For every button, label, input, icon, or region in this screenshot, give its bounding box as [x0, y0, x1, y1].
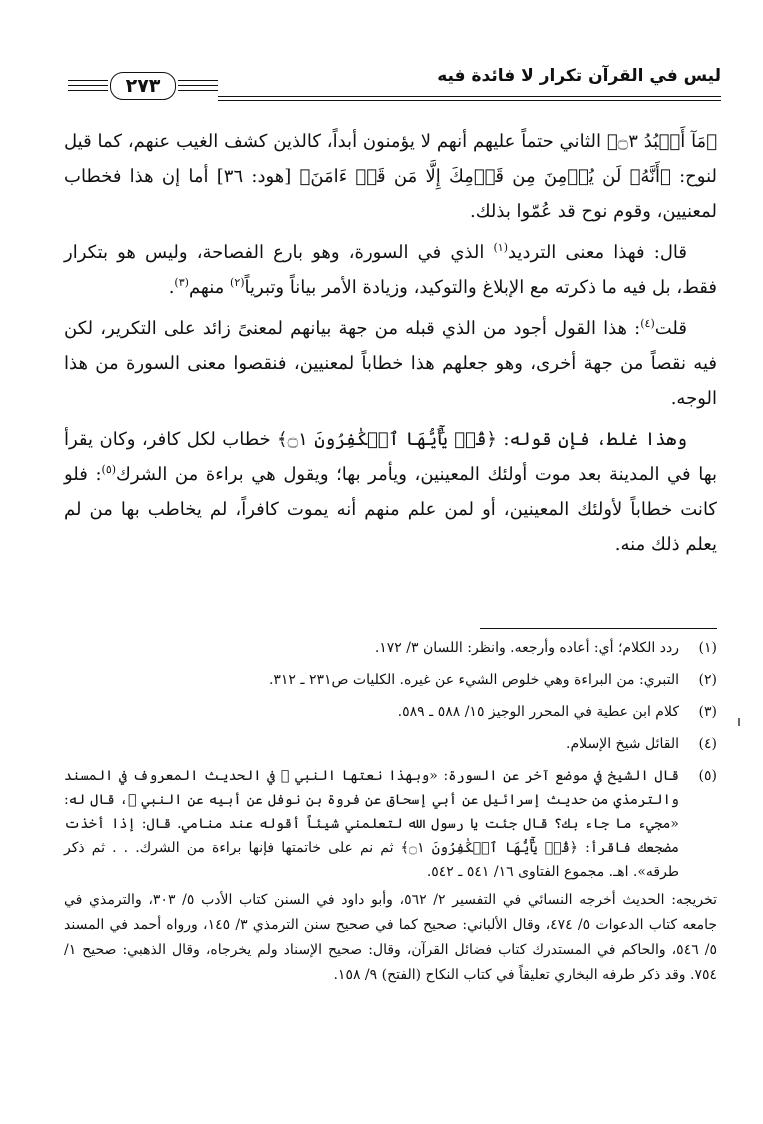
footnote: [64, 700, 717, 724]
page-number: ٢٧٣: [110, 72, 176, 100]
footnote: [64, 732, 717, 756]
paragraph-2-text-c: منهم: [188, 277, 231, 298]
paragraph-3-text-a: قلت: [654, 318, 687, 339]
footnote-ref: (٣): [174, 276, 189, 289]
paragraph-4-text-b: : فلو كانت خطاباً لأولئك المعينين، أو لمن علم منهم أنه يموت كافراً، لم يخاطب بها من لم يعلم ذلك منه.: [64, 464, 717, 555]
footnote-ref: (٢): [230, 276, 245, 289]
footnote: [64, 764, 717, 884]
footnote-separator: [480, 628, 717, 629]
paragraph-2-text-a: قال: فهذا معنى الترديد: [507, 242, 687, 263]
footnote-number: (١): [698, 640, 717, 656]
paragraph-1: [64, 124, 717, 229]
paragraph-2-text-d: .: [168, 277, 175, 298]
footnote-ref: (٥): [101, 463, 117, 476]
footnote: [64, 668, 717, 692]
main-text: [64, 124, 717, 568]
paragraph-1-text: ﴿مَآ أَعۡبُدُ ۝٣﴾ الثاني حتماً عليهم أنهم لا يؤمنون أبداً، كالذين كشف الغيب عنهم، كما قيل لنوح: ﴿أَنَّهُۥ لَن يُؤۡمِنَ مِن قَوۡمِكَ إِلَّا مَن قَدۡ ءَامَنَ﴾ [هود: ٣٦] أما إن هذا فخطاب لمعنيين، وقوم نوح قد عُمّوا بذلك.: [64, 131, 717, 222]
footnote-ref: (١): [493, 241, 508, 254]
footnote-ref: (٤): [640, 317, 655, 330]
paragraph-4-text-a: وهذا غلط، فإن قوله: ﴿قُلۡ يَٰٓأَيُّهَا ٱلۡكَٰفِرُونَ ۝١﴾ خطاب لكل كافر، وكان يقرأ بها في المدينة بعد موت أولئك المعينين، ويأمر بها؛ ويقول هي براءة من الشرك: [64, 429, 718, 485]
footnote-number: (٥): [698, 768, 717, 784]
ornament-lines-left: [68, 80, 108, 95]
footnote-text: قال الشيخ في موضع آخر عن السورة: «وبهذا نعتها النبي ﷺ في الحديث المعروف في المسند والترمذي من حديث إسرائيل عن أبي إسحاق عن فروة بن نوفل عن أبيه عن النبي ﷺ، قال له: «مجيء ما جاء بك؟ قال جئت يا رسول الله لتعلمني شيئاً أقوله عند منامي. قال: إذا أخذت مضجعك فاقرأ: ﴿قُلۡ يَٰٓأَيُّهَا ٱلۡكَٰفِرُونَ ۝١﴾ ثم نم على خاتمتها فإنها براءة من الشرك. . . ثم ذكر طرقه». اهـ. مجموع الفتاوى ١٦/ ٥٤١ ـ ٥٤٢.: [64, 768, 679, 880]
header-rule: [218, 96, 721, 97]
footnote: [64, 636, 717, 660]
footnote-number: (٣): [698, 704, 717, 720]
paragraph-3: [64, 311, 717, 416]
paragraph-3-text-b: : هذا القول أجود من الذي قبله من جهة بيانهم لمعنىً زائد على التكرير، لكن فيه نقصاً من جهة أخرى، وهو جعلهم هذا خطاباً لمعنيين، فنقصوا معنى السورة من هذا الوجه.: [64, 318, 717, 409]
footnote-takhrij: تخريجه: الحديث أخرجه النسائي في التفسير ٢/ ٥٦٢، وأبو داود في السنن كتاب الأدب ٥/ ٣٠٣، والترمذي في جامعه كتاب الدعوات ٥/ ٤٧٤، وقال الألباني: صحيح كما في صحيح سنن الترمذي ٣/ ١٤٥، ورواه أحمد في المسند ٥/ ٥٤٦، والحاكم في المستدرك كتاب فضائل القرآن، وقال: صحيح الإسناد ولم يخرجاه، وقال الذهبي: صحيح ١/ ٧٥٤. وقد ذكر طرفه البخاري تعليقاً في كتاب النكاح (الفتح) ٩/ ١٥٨.: [64, 892, 718, 983]
footnote-text: القائل شيخ الإسلام.: [566, 736, 679, 752]
page-header: [68, 62, 721, 106]
running-title: ليس في القرآن تكرار لا فائدة فيه: [437, 66, 721, 86]
paragraph-2-text-b: الذي في السورة، وهو بارع الفصاحة، وليس هو بتكرار فقط، بل فيه ما ذكرته مع الإبلاغ والتوكيد، وزيادة الأمر بياناً وتبرياً: [64, 242, 717, 298]
scan-mark: [738, 718, 740, 726]
footnote-number: (٤): [698, 736, 717, 752]
footnote-text: التبري: من البراءة وهي خلوص الشيء عن غيره. الكليات ص٢٣١ ـ ٣١٢.: [268, 672, 679, 688]
footnote-number: (٢): [698, 672, 717, 688]
header-rule-thin: [218, 100, 721, 101]
paragraph-2: [64, 235, 717, 305]
page-number-ornament: [68, 62, 218, 102]
footnote-text: ردد الكلام؛ أي: أعاده وأرجعه. وانظر: اللسان ٣/ ١٧٢.: [374, 640, 679, 656]
footnote-text: كلام ابن عطية في المحرر الوجيز ١٥/ ٥٨٨ ـ ٥٨٩.: [397, 704, 679, 720]
ornament-lines-right: [178, 80, 218, 95]
paragraph-4: [64, 422, 717, 562]
footnotes: [64, 636, 717, 988]
